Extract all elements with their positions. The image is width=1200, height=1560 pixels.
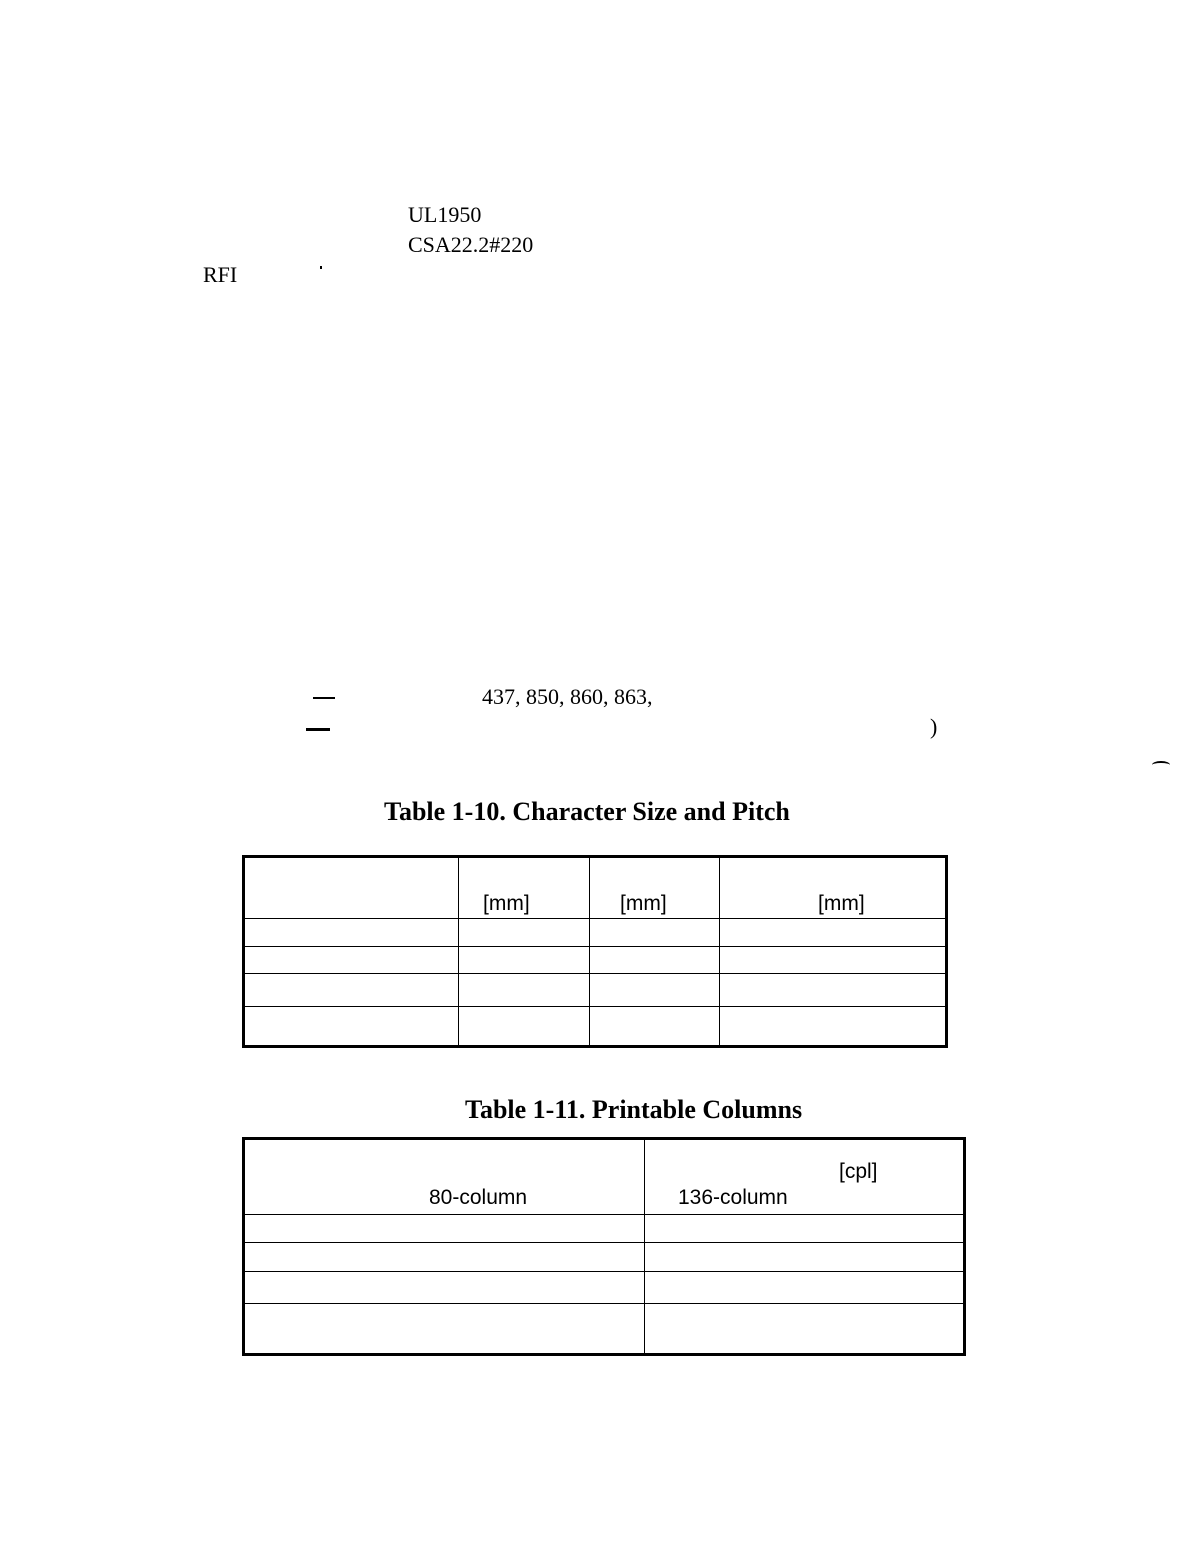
table-row <box>244 947 947 974</box>
table-row <box>244 974 947 1007</box>
close-paren: ) <box>930 714 938 739</box>
table-row <box>244 1007 947 1047</box>
table-10-title: Table 1-10. Character Size and Pitch <box>384 797 790 826</box>
table-header-row <box>244 857 947 919</box>
standard-csa: CSA22.2#220 <box>408 232 534 257</box>
table-row <box>244 1243 965 1272</box>
header-cell <box>645 1139 965 1215</box>
header-cell <box>244 1139 645 1215</box>
codepage-list: 437, 850, 860, 863, <box>482 684 653 709</box>
page-edge-mark <box>1152 761 1170 769</box>
standard-rfi: RFI <box>203 262 238 287</box>
header-80-column: 80-column <box>429 1186 528 1209</box>
dash-2 <box>306 728 330 731</box>
stray-mark <box>320 266 322 269</box>
table-header-row <box>244 1139 965 1215</box>
header-unit-cpl: [cpl] <box>839 1160 878 1183</box>
header-unit-mm: [mm] <box>459 857 590 919</box>
printable-columns-table <box>242 1137 966 1356</box>
header-unit-mm: [mm] <box>590 857 720 919</box>
standard-ul: UL1950 <box>408 202 482 227</box>
table-row <box>244 919 947 947</box>
character-size-table <box>242 855 948 1048</box>
header-cell <box>244 857 459 919</box>
header-136-column: 136-column <box>678 1186 788 1209</box>
table-row <box>244 1304 965 1355</box>
table-11-title: Table 1-11. Printable Columns <box>465 1095 803 1124</box>
dash-1 <box>313 697 335 699</box>
table-row <box>244 1215 965 1243</box>
header-unit-mm: [mm] <box>720 857 947 919</box>
table-row <box>244 1272 965 1304</box>
